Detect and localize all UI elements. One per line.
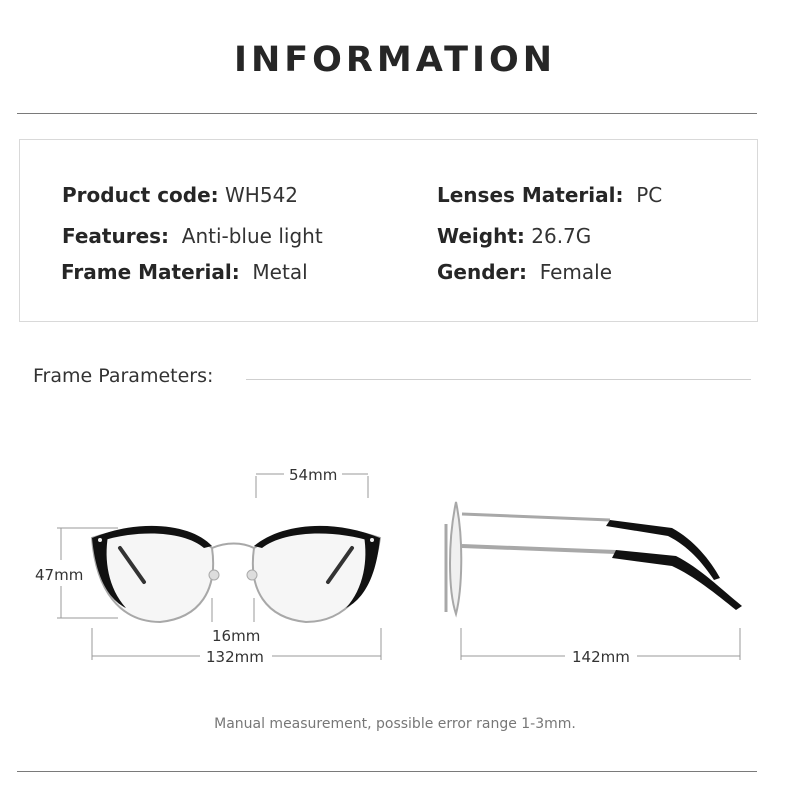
side-view	[446, 502, 742, 614]
front-view	[92, 526, 380, 622]
total-width-label: 132mm	[206, 648, 264, 666]
info-value: 26.7G	[531, 224, 592, 248]
info-value: PC	[636, 183, 663, 207]
info-value: Female	[539, 260, 613, 284]
info-label: Frame Material:	[61, 260, 240, 284]
info-value: Anti-blue light	[181, 224, 323, 248]
info-value: Metal	[252, 260, 308, 284]
bottom-divider	[17, 771, 757, 772]
lens-width-label: 54mm	[289, 466, 338, 484]
frame-parameters-title: Frame Parameters:	[33, 365, 214, 387]
measurement-note: Manual measurement, possible error range 1-3mm.	[214, 716, 576, 732]
info-label: Gender:	[437, 260, 527, 284]
info-label: Weight:	[437, 224, 525, 248]
info-label: Features:	[62, 224, 170, 248]
lens-height-label: 47mm	[35, 566, 84, 584]
info-label: Lenses Material:	[437, 183, 624, 207]
info-label: Product code:	[62, 183, 219, 207]
bridge-width-label: 16mm	[212, 627, 261, 645]
page-title: INFORMATION	[233, 40, 557, 80]
temple-length-label: 142mm	[572, 648, 630, 666]
info-value: WH542	[225, 183, 299, 207]
